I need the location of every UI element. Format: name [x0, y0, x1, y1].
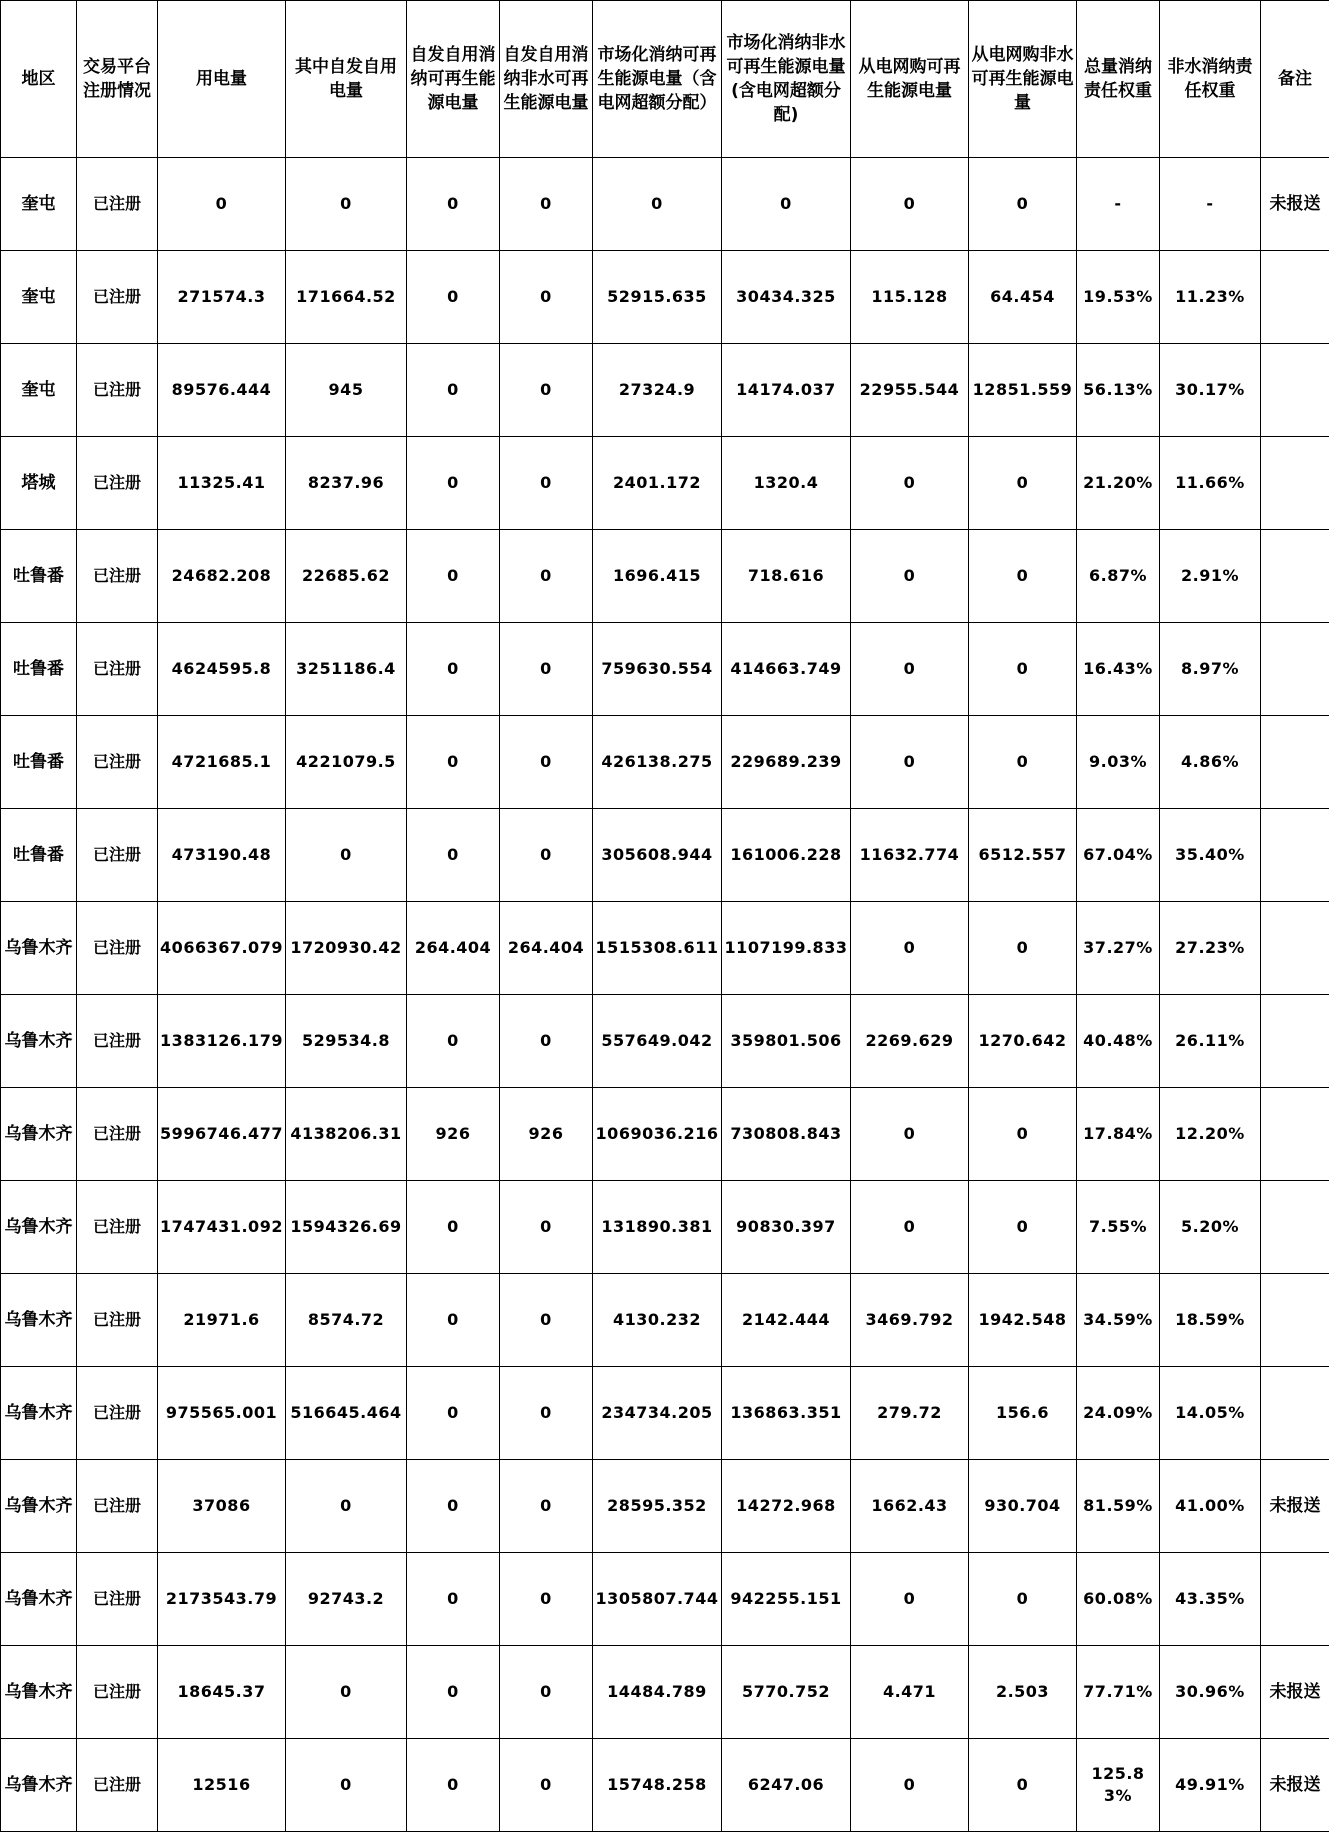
cell-total-weight: - [1077, 158, 1160, 251]
cell-self-renewable: 0 [407, 1646, 500, 1739]
cell-grid-nonhydro: 0 [969, 437, 1077, 530]
cell-nonhydro-weight: 4.86% [1160, 716, 1261, 809]
cell-grid-nonhydro: 156.6 [969, 1367, 1077, 1460]
cell-total-weight: 40.48% [1077, 995, 1160, 1088]
cell-total-weight: 19.53% [1077, 251, 1160, 344]
cell-remark [1261, 1367, 1329, 1460]
cell-grid-nonhydro: 0 [969, 1181, 1077, 1274]
cell-self-renewable: 0 [407, 437, 500, 530]
cell-grid-renewable: 0 [851, 902, 969, 995]
cell-grid-nonhydro: 930.704 [969, 1460, 1077, 1553]
cell-region: 吐鲁番 [1, 809, 77, 902]
cell-self-consumption: 3251186.4 [286, 623, 407, 716]
cell-region: 吐鲁番 [1, 530, 77, 623]
cell-region: 奎屯 [1, 344, 77, 437]
cell-remark: 未报送 [1261, 158, 1329, 251]
cell-market-nonhydro: 730808.843 [722, 1088, 851, 1181]
header-market-renewable: 市场化消纳可再生能源电量（含电网超额分配） [593, 1, 722, 158]
cell-self-nonhydro: 0 [500, 1553, 593, 1646]
cell-self-nonhydro: 0 [500, 158, 593, 251]
cell-consumption: 24682.208 [158, 530, 286, 623]
cell-consumption: 89576.444 [158, 344, 286, 437]
cell-nonhydro-weight: 30.17% [1160, 344, 1261, 437]
cell-self-nonhydro: 0 [500, 530, 593, 623]
cell-market-renewable: 131890.381 [593, 1181, 722, 1274]
cell-self-nonhydro: 0 [500, 809, 593, 902]
cell-remark [1261, 623, 1329, 716]
cell-self-nonhydro: 926 [500, 1088, 593, 1181]
cell-region: 塔城 [1, 437, 77, 530]
cell-self-renewable: 0 [407, 344, 500, 437]
cell-remark [1261, 1181, 1329, 1274]
cell-consumption: 1383126.179 [158, 995, 286, 1088]
cell-registration: 已注册 [77, 1088, 158, 1181]
cell-registration: 已注册 [77, 716, 158, 809]
cell-remark [1261, 902, 1329, 995]
cell-registration: 已注册 [77, 1274, 158, 1367]
table-row [1, 437, 1329, 530]
cell-market-nonhydro: 229689.239 [722, 716, 851, 809]
cell-grid-nonhydro: 1942.548 [969, 1274, 1077, 1367]
cell-market-nonhydro: 6247.06 [722, 1739, 851, 1832]
cell-market-renewable: 1515308.611 [593, 902, 722, 995]
cell-grid-nonhydro: 0 [969, 902, 1077, 995]
cell-self-renewable: 0 [407, 1181, 500, 1274]
cell-nonhydro-weight: 41.00% [1160, 1460, 1261, 1553]
cell-market-renewable: 14484.789 [593, 1646, 722, 1739]
cell-market-renewable: 52915.635 [593, 251, 722, 344]
cell-self-consumption: 516645.464 [286, 1367, 407, 1460]
cell-region: 奎屯 [1, 251, 77, 344]
cell-grid-renewable: 0 [851, 158, 969, 251]
cell-consumption: 12516 [158, 1739, 286, 1832]
cell-consumption: 975565.001 [158, 1367, 286, 1460]
cell-self-consumption: 22685.62 [286, 530, 407, 623]
cell-market-nonhydro: 1320.4 [722, 437, 851, 530]
cell-remark [1261, 251, 1329, 344]
cell-remark [1261, 716, 1329, 809]
cell-market-nonhydro: 0 [722, 158, 851, 251]
header-grid-nonhydro: 从电网购非水可再生能源电量 [969, 1, 1077, 158]
cell-region: 奎屯 [1, 158, 77, 251]
cell-remark: 未报送 [1261, 1460, 1329, 1553]
cell-market-renewable: 2401.172 [593, 437, 722, 530]
cell-market-renewable: 426138.275 [593, 716, 722, 809]
cell-market-nonhydro: 136863.351 [722, 1367, 851, 1460]
cell-market-nonhydro: 1107199.833 [722, 902, 851, 995]
cell-grid-nonhydro: 12851.559 [969, 344, 1077, 437]
table-row [1, 1553, 1329, 1646]
cell-self-nonhydro: 0 [500, 623, 593, 716]
header-total-weight: 总量消纳责任权重 [1077, 1, 1160, 158]
cell-total-weight: 34.59% [1077, 1274, 1160, 1367]
header-row [1, 1, 1329, 158]
cell-market-nonhydro: 90830.397 [722, 1181, 851, 1274]
cell-remark [1261, 344, 1329, 437]
cell-market-nonhydro: 14272.968 [722, 1460, 851, 1553]
header-self-renewable: 自发自用消纳可再生能源电量 [407, 1, 500, 158]
cell-market-nonhydro: 161006.228 [722, 809, 851, 902]
cell-market-renewable: 305608.944 [593, 809, 722, 902]
cell-market-nonhydro: 414663.749 [722, 623, 851, 716]
cell-self-renewable: 0 [407, 1274, 500, 1367]
cell-self-renewable: 0 [407, 623, 500, 716]
header-registration: 交易平台注册情况 [77, 1, 158, 158]
cell-self-consumption: 945 [286, 344, 407, 437]
cell-registration: 已注册 [77, 344, 158, 437]
cell-self-nonhydro: 0 [500, 1181, 593, 1274]
cell-remark [1261, 530, 1329, 623]
table-row [1, 1739, 1329, 1832]
cell-registration: 已注册 [77, 1181, 158, 1274]
cell-consumption: 5996746.477 [158, 1088, 286, 1181]
cell-region: 乌鲁木齐 [1, 1646, 77, 1739]
cell-grid-nonhydro: 1270.642 [969, 995, 1077, 1088]
cell-total-weight: 37.27% [1077, 902, 1160, 995]
cell-registration: 已注册 [77, 251, 158, 344]
cell-region: 乌鲁木齐 [1, 995, 77, 1088]
cell-total-weight: 6.87% [1077, 530, 1160, 623]
cell-total-weight: 21.20% [1077, 437, 1160, 530]
cell-self-renewable: 0 [407, 1739, 500, 1832]
cell-nonhydro-weight: 35.40% [1160, 809, 1261, 902]
cell-registration: 已注册 [77, 809, 158, 902]
cell-consumption: 271574.3 [158, 251, 286, 344]
cell-self-renewable: 0 [407, 995, 500, 1088]
header-self-nonhydro: 自发自用消纳非水可再生能源电量 [500, 1, 593, 158]
header-region: 地区 [1, 1, 77, 158]
cell-self-renewable: 0 [407, 1553, 500, 1646]
cell-total-weight: 17.84% [1077, 1088, 1160, 1181]
cell-self-nonhydro: 0 [500, 1460, 593, 1553]
table-row [1, 530, 1329, 623]
cell-market-nonhydro: 942255.151 [722, 1553, 851, 1646]
cell-market-renewable: 557649.042 [593, 995, 722, 1088]
table-row [1, 716, 1329, 809]
cell-grid-renewable: 1662.43 [851, 1460, 969, 1553]
cell-self-renewable: 0 [407, 716, 500, 809]
cell-self-nonhydro: 264.404 [500, 902, 593, 995]
cell-registration: 已注册 [77, 995, 158, 1088]
header-nonhydro-weight: 非水消纳责任权重 [1160, 1, 1261, 158]
cell-grid-renewable: 0 [851, 1088, 969, 1181]
cell-market-nonhydro: 14174.037 [722, 344, 851, 437]
cell-grid-nonhydro: 0 [969, 1553, 1077, 1646]
cell-consumption: 2173543.79 [158, 1553, 286, 1646]
cell-grid-nonhydro: 0 [969, 716, 1077, 809]
cell-nonhydro-weight: 8.97% [1160, 623, 1261, 716]
cell-total-weight: 24.09% [1077, 1367, 1160, 1460]
cell-grid-renewable: 0 [851, 1739, 969, 1832]
table-body [1, 158, 1329, 1832]
cell-market-renewable: 4130.232 [593, 1274, 722, 1367]
cell-self-renewable: 0 [407, 530, 500, 623]
cell-self-renewable: 0 [407, 158, 500, 251]
cell-nonhydro-weight: 11.66% [1160, 437, 1261, 530]
cell-market-renewable: 27324.9 [593, 344, 722, 437]
table-row [1, 902, 1329, 995]
cell-grid-nonhydro: 0 [969, 1088, 1077, 1181]
cell-remark [1261, 1553, 1329, 1646]
cell-grid-renewable: 2269.629 [851, 995, 969, 1088]
cell-registration: 已注册 [77, 902, 158, 995]
cell-remark [1261, 1088, 1329, 1181]
cell-self-consumption: 4138206.31 [286, 1088, 407, 1181]
cell-self-nonhydro: 0 [500, 1646, 593, 1739]
cell-nonhydro-weight: - [1160, 158, 1261, 251]
cell-self-consumption: 8574.72 [286, 1274, 407, 1367]
cell-nonhydro-weight: 26.11% [1160, 995, 1261, 1088]
cell-consumption: 0 [158, 158, 286, 251]
cell-registration: 已注册 [77, 1367, 158, 1460]
cell-market-renewable: 15748.258 [593, 1739, 722, 1832]
cell-self-renewable: 0 [407, 809, 500, 902]
cell-self-consumption: 0 [286, 158, 407, 251]
cell-market-renewable: 1069036.216 [593, 1088, 722, 1181]
cell-grid-nonhydro: 0 [969, 158, 1077, 251]
cell-self-consumption: 529534.8 [286, 995, 407, 1088]
cell-self-nonhydro: 0 [500, 251, 593, 344]
header-consumption: 用电量 [158, 1, 286, 158]
cell-registration: 已注册 [77, 1460, 158, 1553]
table-row [1, 344, 1329, 437]
cell-registration: 已注册 [77, 1553, 158, 1646]
cell-market-renewable: 28595.352 [593, 1460, 722, 1553]
cell-nonhydro-weight: 12.20% [1160, 1088, 1261, 1181]
cell-self-nonhydro: 0 [500, 1274, 593, 1367]
cell-grid-renewable: 0 [851, 530, 969, 623]
cell-market-renewable: 234734.205 [593, 1367, 722, 1460]
cell-consumption: 37086 [158, 1460, 286, 1553]
cell-nonhydro-weight: 43.35% [1160, 1553, 1261, 1646]
cell-remark [1261, 1274, 1329, 1367]
cell-market-renewable: 1305807.744 [593, 1553, 722, 1646]
cell-grid-nonhydro: 0 [969, 1739, 1077, 1832]
cell-self-renewable: 0 [407, 251, 500, 344]
cell-market-renewable: 759630.554 [593, 623, 722, 716]
cell-self-consumption: 0 [286, 1460, 407, 1553]
cell-grid-nonhydro: 0 [969, 530, 1077, 623]
cell-self-nonhydro: 0 [500, 344, 593, 437]
cell-market-nonhydro: 5770.752 [722, 1646, 851, 1739]
cell-remark: 未报送 [1261, 1739, 1329, 1832]
cell-grid-renewable: 3469.792 [851, 1274, 969, 1367]
cell-nonhydro-weight: 5.20% [1160, 1181, 1261, 1274]
cell-registration: 已注册 [77, 437, 158, 530]
cell-nonhydro-weight: 11.23% [1160, 251, 1261, 344]
cell-market-renewable: 1696.415 [593, 530, 722, 623]
cell-region: 吐鲁番 [1, 623, 77, 716]
cell-consumption: 18645.37 [158, 1646, 286, 1739]
cell-grid-renewable: 279.72 [851, 1367, 969, 1460]
cell-grid-renewable: 0 [851, 1553, 969, 1646]
cell-total-weight: 125.83% [1077, 1739, 1160, 1832]
cell-total-weight: 56.13% [1077, 344, 1160, 437]
cell-self-consumption: 0 [286, 1646, 407, 1739]
cell-grid-renewable: 22955.544 [851, 344, 969, 437]
cell-market-nonhydro: 2142.444 [722, 1274, 851, 1367]
cell-grid-renewable: 0 [851, 437, 969, 530]
cell-remark [1261, 995, 1329, 1088]
cell-market-nonhydro: 718.616 [722, 530, 851, 623]
cell-self-renewable: 0 [407, 1460, 500, 1553]
table-row [1, 623, 1329, 716]
cell-self-consumption: 0 [286, 1739, 407, 1832]
cell-nonhydro-weight: 2.91% [1160, 530, 1261, 623]
table-row [1, 995, 1329, 1088]
cell-grid-renewable: 4.471 [851, 1646, 969, 1739]
cell-self-consumption: 0 [286, 809, 407, 902]
cell-consumption: 11325.41 [158, 437, 286, 530]
cell-total-weight: 16.43% [1077, 623, 1160, 716]
cell-self-consumption: 1720930.42 [286, 902, 407, 995]
cell-grid-renewable: 0 [851, 716, 969, 809]
table-row [1, 1646, 1329, 1739]
cell-grid-renewable: 0 [851, 1181, 969, 1274]
cell-grid-renewable: 0 [851, 623, 969, 716]
cell-registration: 已注册 [77, 623, 158, 716]
table-row [1, 809, 1329, 902]
table-row [1, 1274, 1329, 1367]
cell-consumption: 4721685.1 [158, 716, 286, 809]
cell-region: 乌鲁木齐 [1, 902, 77, 995]
cell-registration: 已注册 [77, 530, 158, 623]
cell-market-renewable: 0 [593, 158, 722, 251]
table-header [1, 1, 1329, 158]
cell-consumption: 4624595.8 [158, 623, 286, 716]
cell-region: 乌鲁木齐 [1, 1181, 77, 1274]
cell-grid-nonhydro: 2.503 [969, 1646, 1077, 1739]
cell-remark: 未报送 [1261, 1646, 1329, 1739]
cell-self-consumption: 8237.96 [286, 437, 407, 530]
cell-region: 吐鲁番 [1, 716, 77, 809]
cell-self-renewable: 0 [407, 1367, 500, 1460]
cell-registration: 已注册 [77, 1646, 158, 1739]
cell-consumption: 21971.6 [158, 1274, 286, 1367]
cell-region: 乌鲁木齐 [1, 1553, 77, 1646]
cell-grid-nonhydro: 64.454 [969, 251, 1077, 344]
cell-region: 乌鲁木齐 [1, 1274, 77, 1367]
cell-region: 乌鲁木齐 [1, 1367, 77, 1460]
cell-total-weight: 60.08% [1077, 1553, 1160, 1646]
cell-nonhydro-weight: 27.23% [1160, 902, 1261, 995]
cell-market-nonhydro: 359801.506 [722, 995, 851, 1088]
header-self-consumption: 其中自发自用电量 [286, 1, 407, 158]
cell-region: 乌鲁木齐 [1, 1088, 77, 1181]
cell-nonhydro-weight: 49.91% [1160, 1739, 1261, 1832]
table-row [1, 1088, 1329, 1181]
cell-grid-nonhydro: 6512.557 [969, 809, 1077, 902]
cell-registration: 已注册 [77, 1739, 158, 1832]
cell-total-weight: 9.03% [1077, 716, 1160, 809]
cell-self-nonhydro: 0 [500, 716, 593, 809]
header-remark: 备注 [1261, 1, 1329, 158]
cell-consumption: 1747431.092 [158, 1181, 286, 1274]
cell-self-renewable: 264.404 [407, 902, 500, 995]
cell-grid-renewable: 11632.774 [851, 809, 969, 902]
cell-consumption: 473190.48 [158, 809, 286, 902]
cell-total-weight: 81.59% [1077, 1460, 1160, 1553]
cell-self-consumption: 1594326.69 [286, 1181, 407, 1274]
cell-self-renewable: 926 [407, 1088, 500, 1181]
cell-nonhydro-weight: 30.96% [1160, 1646, 1261, 1739]
cell-self-consumption: 171664.52 [286, 251, 407, 344]
cell-grid-nonhydro: 0 [969, 623, 1077, 716]
cell-self-nonhydro: 0 [500, 437, 593, 530]
cell-nonhydro-weight: 18.59% [1160, 1274, 1261, 1367]
table-row [1, 1181, 1329, 1274]
cell-self-nonhydro: 0 [500, 995, 593, 1088]
cell-remark [1261, 809, 1329, 902]
cell-nonhydro-weight: 14.05% [1160, 1367, 1261, 1460]
cell-remark [1261, 437, 1329, 530]
cell-total-weight: 7.55% [1077, 1181, 1160, 1274]
cell-self-consumption: 4221079.5 [286, 716, 407, 809]
table-row [1, 251, 1329, 344]
cell-region: 乌鲁木齐 [1, 1460, 77, 1553]
table-row [1, 158, 1329, 251]
cell-self-nonhydro: 0 [500, 1367, 593, 1460]
table-row [1, 1460, 1329, 1553]
cell-region: 乌鲁木齐 [1, 1739, 77, 1832]
cell-self-nonhydro: 0 [500, 1739, 593, 1832]
table-row [1, 1367, 1329, 1460]
cell-consumption: 4066367.079 [158, 902, 286, 995]
cell-market-nonhydro: 30434.325 [722, 251, 851, 344]
cell-total-weight: 67.04% [1077, 809, 1160, 902]
cell-self-consumption: 92743.2 [286, 1553, 407, 1646]
header-market-nonhydro: 市场化消纳非水可再生能源电量(含电网超额分配) [722, 1, 851, 158]
cell-registration: 已注册 [77, 158, 158, 251]
cell-total-weight: 77.71% [1077, 1646, 1160, 1739]
cell-grid-renewable: 115.128 [851, 251, 969, 344]
header-grid-renewable: 从电网购可再生能源电量 [851, 1, 969, 158]
